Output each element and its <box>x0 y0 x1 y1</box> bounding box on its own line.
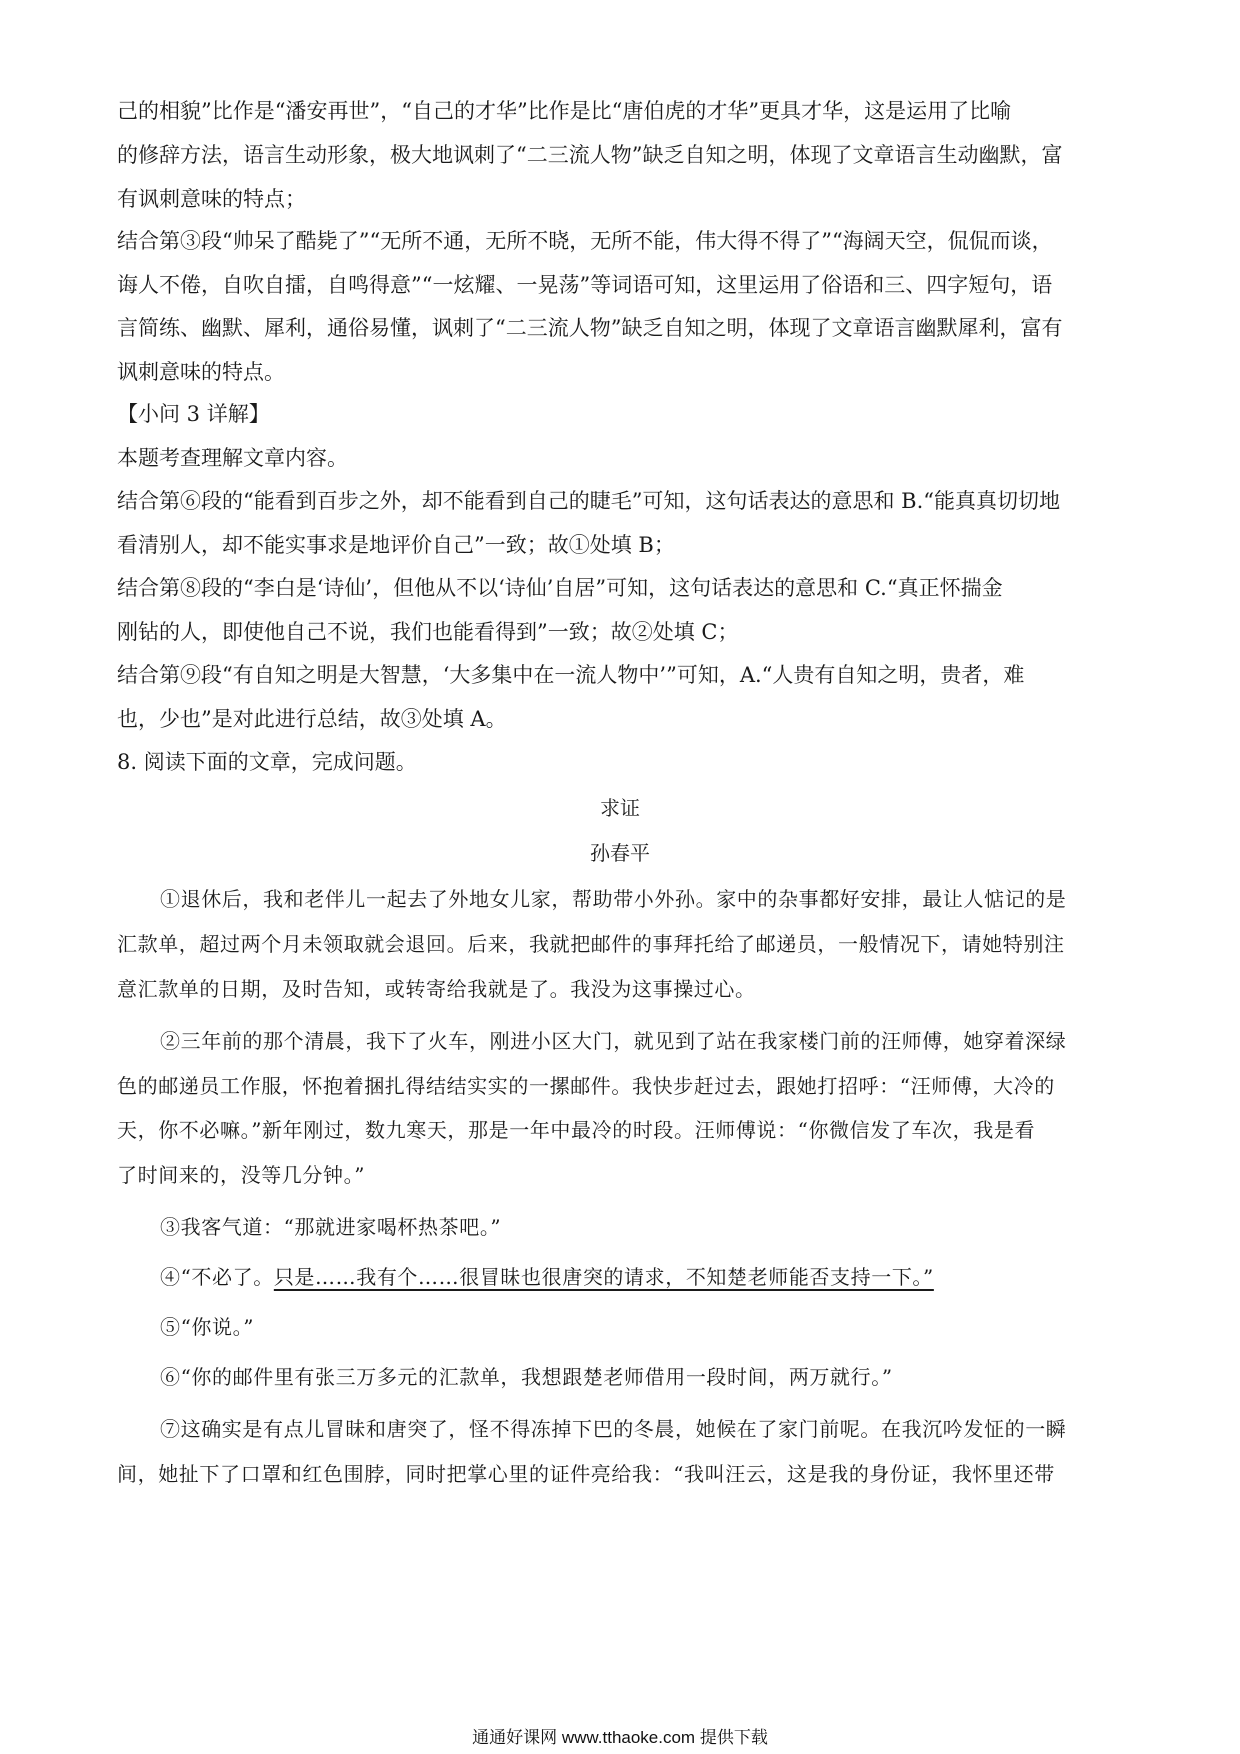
paragraph-line: 间，她扯下了口罩和红色围脖，同时把掌心里的证件亮给我：“我叫汪云，这是我的身份证，我怀里还带 <box>117 1462 1055 1486</box>
article-title: 求证 <box>600 796 640 820</box>
q3-line: 刚钻的人，即使他自己不说，我们也能看得到”一致；故②处填 C； <box>117 620 739 644</box>
article-author: 孙春平 <box>590 841 650 865</box>
paragraph-line: 汇款单，超过两个月未领取就会退回。后来，我就把邮件的事拜托给了邮递员，一般情况下，请她特别注 <box>117 932 1065 956</box>
paragraph-line: 天，你不必嘛。”新年刚过，数九寒天，那是一年中最冷的时段。汪师傅说：“你微信发了车次，我是看 <box>117 1118 1036 1142</box>
paragraph-line: ⑤“你说。” <box>160 1315 255 1339</box>
q3-line: 结合第⑨段“有自知之明是大智慧，‘大多集中在一流人物中’”可知，A.“人贵有自知之明，贵者，难 <box>117 663 1025 687</box>
paragraph-4 <box>160 1262 934 1292</box>
paragraph-line: 色的邮递员工作服，怀抱着捆扎得结结实实的一摞邮件。我快步赶过去，跟她打招呼：“汪师傅，大冷的 <box>117 1074 1055 1098</box>
paragraph-line: ①退休后，我和老伴儿一起去了外地女儿家，帮助带小外孙。家中的杂事都好安排，最让人惦记的是 <box>160 887 1067 911</box>
paragraph-line: ⑦这确实是有点儿冒昧和唐突了，怪不得冻掉下巴的冬晨，她候在了家门前呢。在我沉吟发怔的一瞬 <box>160 1417 1067 1441</box>
analysis-line: 言简练、幽默、犀利，通俗易懂，讽刺了“二三流人物”缺乏自知之明，体现了文章语言幽默犀利，富有 <box>117 316 1063 340</box>
paragraph-line: 了时间来的，没等几分钟。” <box>117 1163 366 1187</box>
paragraph-line: 意汇款单的日期，及时告知，或转寄给我就是了。我没为这事操过心。 <box>117 977 756 1001</box>
q3-line: 本题考查理解文章内容。 <box>117 446 348 470</box>
underlined-sentence: 只是……我有个……很冒昧也很唐突的请求，不知楚老师能否支持一下。” <box>273 1265 934 1289</box>
analysis-line: 己的相貌”比作是“潘安再世”，“自己的才华”比作是比“唐伯虎的才华”更具才华，这是运用了比喻 <box>117 99 1012 123</box>
paragraph-line: ⑥“你的邮件里有张三万多元的汇款单，我想跟楚老师借用一段时间，两万就行。” <box>160 1365 893 1389</box>
paragraph-4-prefix: ④“不必了。 <box>160 1265 274 1289</box>
analysis-line: 诲人不倦，自吹自擂，自鸣得意”“一炫耀、一晃荡”等词语可知，这里运用了俗语和三、四字短句，语 <box>117 273 1053 297</box>
q3-heading: 【小问 3 详解】 <box>117 402 270 426</box>
q3-line: 也，少也”是对此进行总结，故③处填 A。 <box>117 707 507 731</box>
analysis-line: 讽刺意味的特点。 <box>117 360 285 384</box>
q3-line: 结合第⑥段的“能看到百步之外，却不能看到自己的睫毛”可知，这句话表达的意思和 B.“能真真切切地 <box>117 489 1060 513</box>
q3-line: 结合第⑧段的“李白是‘诗仙’，但他从不以‘诗仙’自居”可知，这句话表达的意思和 C.“真正怀揣金 <box>117 576 1003 600</box>
footer-download-note: 通通好课网 www.tthaoke.com 提供下载 <box>472 1728 768 1747</box>
paragraph-line: ③我客气道：“那就进家喝杯热茶吧。” <box>160 1215 502 1239</box>
analysis-line: 有讽刺意味的特点； <box>117 187 306 211</box>
analysis-line: 结合第③段“帅呆了酷毙了”“无所不通，无所不晓，无所不能，伟大得不得了”“海阔天空，侃侃而谈， <box>117 229 1053 253</box>
q3-line: 看清别人，却不能实事求是地评价自己”一致；故①处填 B； <box>117 533 675 557</box>
analysis-line: 的修辞方法，语言生动形象，极大地讽刺了“二三流人物”缺乏自知之明，体现了文章语言生动幽默，富 <box>117 143 1063 167</box>
paragraph-line: ②三年前的那个清晨，我下了火车，刚进小区大门，就见到了站在我家楼门前的汪师傅，她穿着深绿 <box>160 1029 1067 1053</box>
question-8: 8. 阅读下面的文章，完成问题。 <box>117 750 417 774</box>
